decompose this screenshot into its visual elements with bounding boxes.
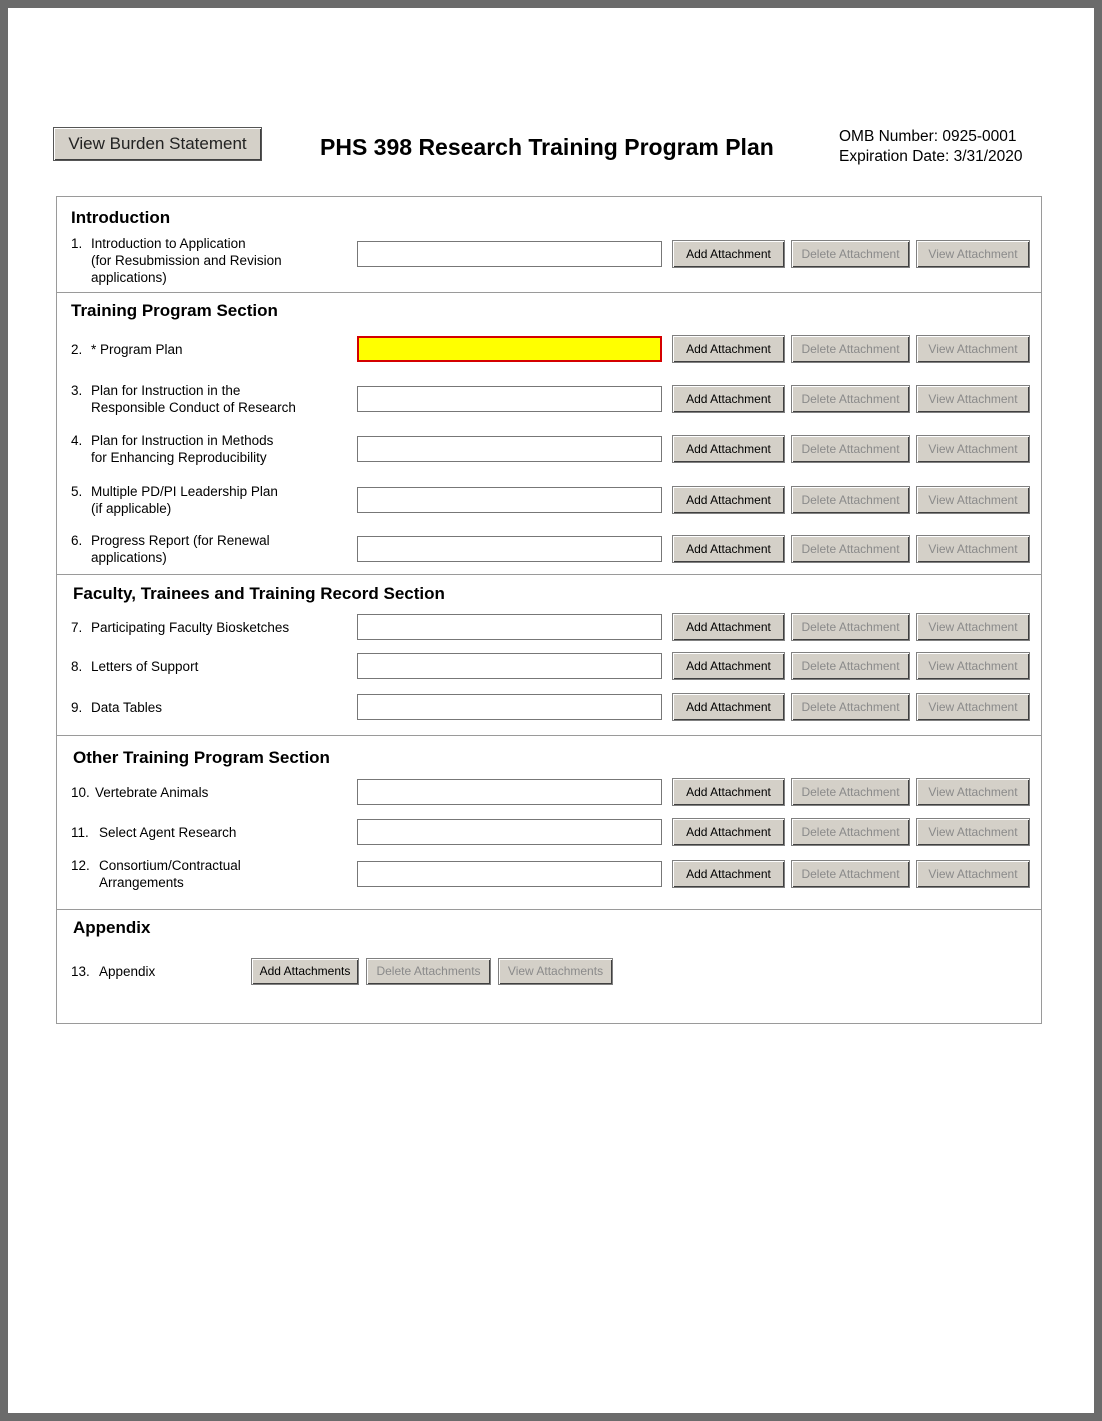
item-label-line: * Program Plan <box>91 341 183 357</box>
view-attachment-button[interactable]: View Attachment <box>916 335 1030 363</box>
item-number: 7. <box>71 619 83 635</box>
item-label-text <box>99 857 241 891</box>
item-label-text <box>91 235 282 286</box>
section-divider <box>56 574 1042 575</box>
section-divider <box>56 292 1042 293</box>
add-attachment-button[interactable]: Add Attachment <box>672 818 785 846</box>
item-label-line: Plan for Instruction in the <box>91 383 241 398</box>
section-title-training-program: Training Program Section <box>71 301 278 320</box>
add-attachment-button[interactable]: Add Attachment <box>672 613 785 641</box>
delete-attachment-button[interactable]: Delete Attachment <box>791 240 910 268</box>
delete-attachment-button[interactable]: Delete Attachment <box>791 535 910 563</box>
delete-attachment-button[interactable]: Delete Attachment <box>791 335 910 363</box>
add-attachment-button[interactable]: Add Attachment <box>672 335 785 363</box>
view-attachment-button[interactable]: View Attachment <box>916 535 1030 563</box>
delete-attachment-button[interactable]: Delete Attachment <box>791 818 910 846</box>
add-attachment-button[interactable]: Add Attachment <box>672 652 785 680</box>
item-label-line: (if applicable) <box>91 501 172 516</box>
attachment-field-4[interactable] <box>357 436 662 462</box>
delete-attachment-button[interactable]: Delete Attachment <box>791 652 910 680</box>
item-label-line: applications) <box>91 550 167 565</box>
add-attachment-button[interactable]: Add Attachment <box>672 535 785 563</box>
item-label-line: Multiple PD/PI Leadership Plan <box>91 484 278 499</box>
delete-attachment-button[interactable]: Delete Attachment <box>791 486 910 514</box>
item-label-text <box>91 658 198 675</box>
section-title-other-training: Other Training Program Section <box>73 748 330 767</box>
add-attachment-button[interactable]: Add Attachment <box>672 385 785 413</box>
delete-attachments-button[interactable]: Delete Attachments <box>366 958 491 985</box>
item-label-2 <box>71 341 183 358</box>
attachment-field-5[interactable] <box>357 487 662 513</box>
view-attachment-button[interactable]: View Attachment <box>916 613 1030 641</box>
item-number: 8. <box>71 658 83 674</box>
view-attachment-button[interactable]: View Attachment <box>916 435 1030 463</box>
item-number: 13. <box>71 964 90 979</box>
item-label-line: for Enhancing Reproducibility <box>91 450 267 465</box>
view-attachment-button[interactable]: View Attachment <box>916 240 1030 268</box>
item-label-text <box>91 432 273 466</box>
item-label-12 <box>71 857 241 891</box>
view-burden-statement-button[interactable]: View Burden Statement <box>53 127 262 161</box>
item-label-line: Letters of Support <box>91 658 199 674</box>
view-attachment-button[interactable]: View Attachment <box>916 818 1030 846</box>
item-label-text <box>91 382 296 416</box>
item-label-text <box>95 784 208 801</box>
item-label-text <box>99 824 236 841</box>
view-attachment-button[interactable]: View Attachment <box>916 693 1030 721</box>
item-label-line: applications) <box>91 269 167 285</box>
item-number: 11. <box>71 824 89 840</box>
delete-attachment-button[interactable]: Delete Attachment <box>791 693 910 721</box>
view-attachment-button[interactable]: View Attachment <box>916 385 1030 413</box>
view-attachment-button[interactable]: View Attachment <box>916 778 1030 806</box>
item-label-line: Progress Report (for Renewal <box>91 533 270 548</box>
section-title-appendix: Appendix <box>73 918 151 937</box>
item-label-line: Participating Faculty Biosketches <box>91 619 290 635</box>
item-number: 1. <box>71 235 83 251</box>
item-label-line: Arrangements <box>99 875 184 890</box>
item-label-line: Vertebrate Animals <box>95 784 209 800</box>
item-label-line: Data Tables <box>91 699 163 715</box>
attachment-field-9[interactable] <box>357 694 662 720</box>
delete-attachment-button[interactable]: Delete Attachment <box>791 385 910 413</box>
item-label-line: Plan for Instruction in Methods <box>91 433 274 448</box>
item-number: 9. <box>71 699 83 715</box>
item-label-11 <box>71 824 236 841</box>
add-attachments-button[interactable]: Add Attachments <box>251 958 359 985</box>
attachment-field-10[interactable] <box>357 779 662 805</box>
omb-info <box>839 127 1023 167</box>
item-label-line: Consortium/Contractual <box>99 858 241 873</box>
item-number: 12. <box>71 858 90 873</box>
item-label-4 <box>71 432 273 466</box>
section-title-introduction: Introduction <box>71 208 171 227</box>
item-number: 4. <box>71 433 83 448</box>
item-label-10 <box>71 784 208 801</box>
item-label-line: Responsible Conduct of Research <box>91 400 296 415</box>
view-attachment-button[interactable]: View Attachment <box>916 486 1030 514</box>
add-attachment-button[interactable]: Add Attachment <box>672 486 785 514</box>
form-page <box>8 8 1094 1413</box>
item-label-7 <box>71 619 289 636</box>
item-label-9 <box>71 699 162 716</box>
attachment-field-7[interactable] <box>357 614 662 640</box>
item-label-3 <box>71 382 296 416</box>
item-label-text <box>91 532 270 566</box>
item-label-line: (for Resubmission and Revision <box>91 252 282 268</box>
item-number: 10. <box>71 784 90 800</box>
item-label-text <box>91 483 278 517</box>
attachment-field-3[interactable] <box>357 386 662 412</box>
page-title: PHS 398 Research Training Program Plan <box>320 134 774 160</box>
attachment-field-1[interactable] <box>357 241 662 267</box>
add-attachment-button[interactable]: Add Attachment <box>672 778 785 806</box>
attachment-field-12[interactable] <box>357 861 662 887</box>
item-label-line: Introduction to Application <box>91 235 246 251</box>
view-attachments-button[interactable]: View Attachments <box>498 958 613 985</box>
attachment-field-11[interactable] <box>357 819 662 845</box>
attachment-field-6[interactable] <box>357 536 662 562</box>
section-divider <box>56 909 1042 910</box>
item-number: 2. <box>71 341 83 357</box>
item-label-1 <box>71 235 282 286</box>
item-label-5 <box>71 483 278 517</box>
delete-attachment-button[interactable]: Delete Attachment <box>791 435 910 463</box>
item-number: 3. <box>71 383 83 398</box>
section-title-faculty-trainees: Faculty, Trainees and Training Record Section <box>73 584 445 603</box>
add-attachment-button[interactable]: Add Attachment <box>672 693 785 721</box>
item-label: Appendix <box>99 964 156 979</box>
appendix-label <box>71 963 155 980</box>
expiration-date: Expiration Date: 3/31/2020 <box>839 148 1023 165</box>
delete-attachment-button[interactable]: Delete Attachment <box>791 860 910 888</box>
item-number: 6. <box>71 533 83 548</box>
item-label-6 <box>71 532 270 566</box>
add-attachment-button[interactable]: Add Attachment <box>672 240 785 268</box>
item-label-text <box>91 619 289 636</box>
item-label-text <box>91 699 162 716</box>
view-attachment-button[interactable]: View Attachment <box>916 652 1030 680</box>
section-divider <box>56 735 1042 736</box>
item-label-line: Select Agent Research <box>99 824 237 840</box>
omb-number: OMB Number: 0925-0001 <box>839 128 1017 145</box>
delete-attachment-button[interactable]: Delete Attachment <box>791 778 910 806</box>
attachment-field-2[interactable] <box>357 336 662 362</box>
view-attachment-button[interactable]: View Attachment <box>916 860 1030 888</box>
item-number: 5. <box>71 484 83 499</box>
add-attachment-button[interactable]: Add Attachment <box>672 860 785 888</box>
add-attachment-button[interactable]: Add Attachment <box>672 435 785 463</box>
attachment-field-8[interactable] <box>357 653 662 679</box>
delete-attachment-button[interactable]: Delete Attachment <box>791 613 910 641</box>
item-label-text <box>91 341 183 358</box>
item-label-8 <box>71 658 198 675</box>
